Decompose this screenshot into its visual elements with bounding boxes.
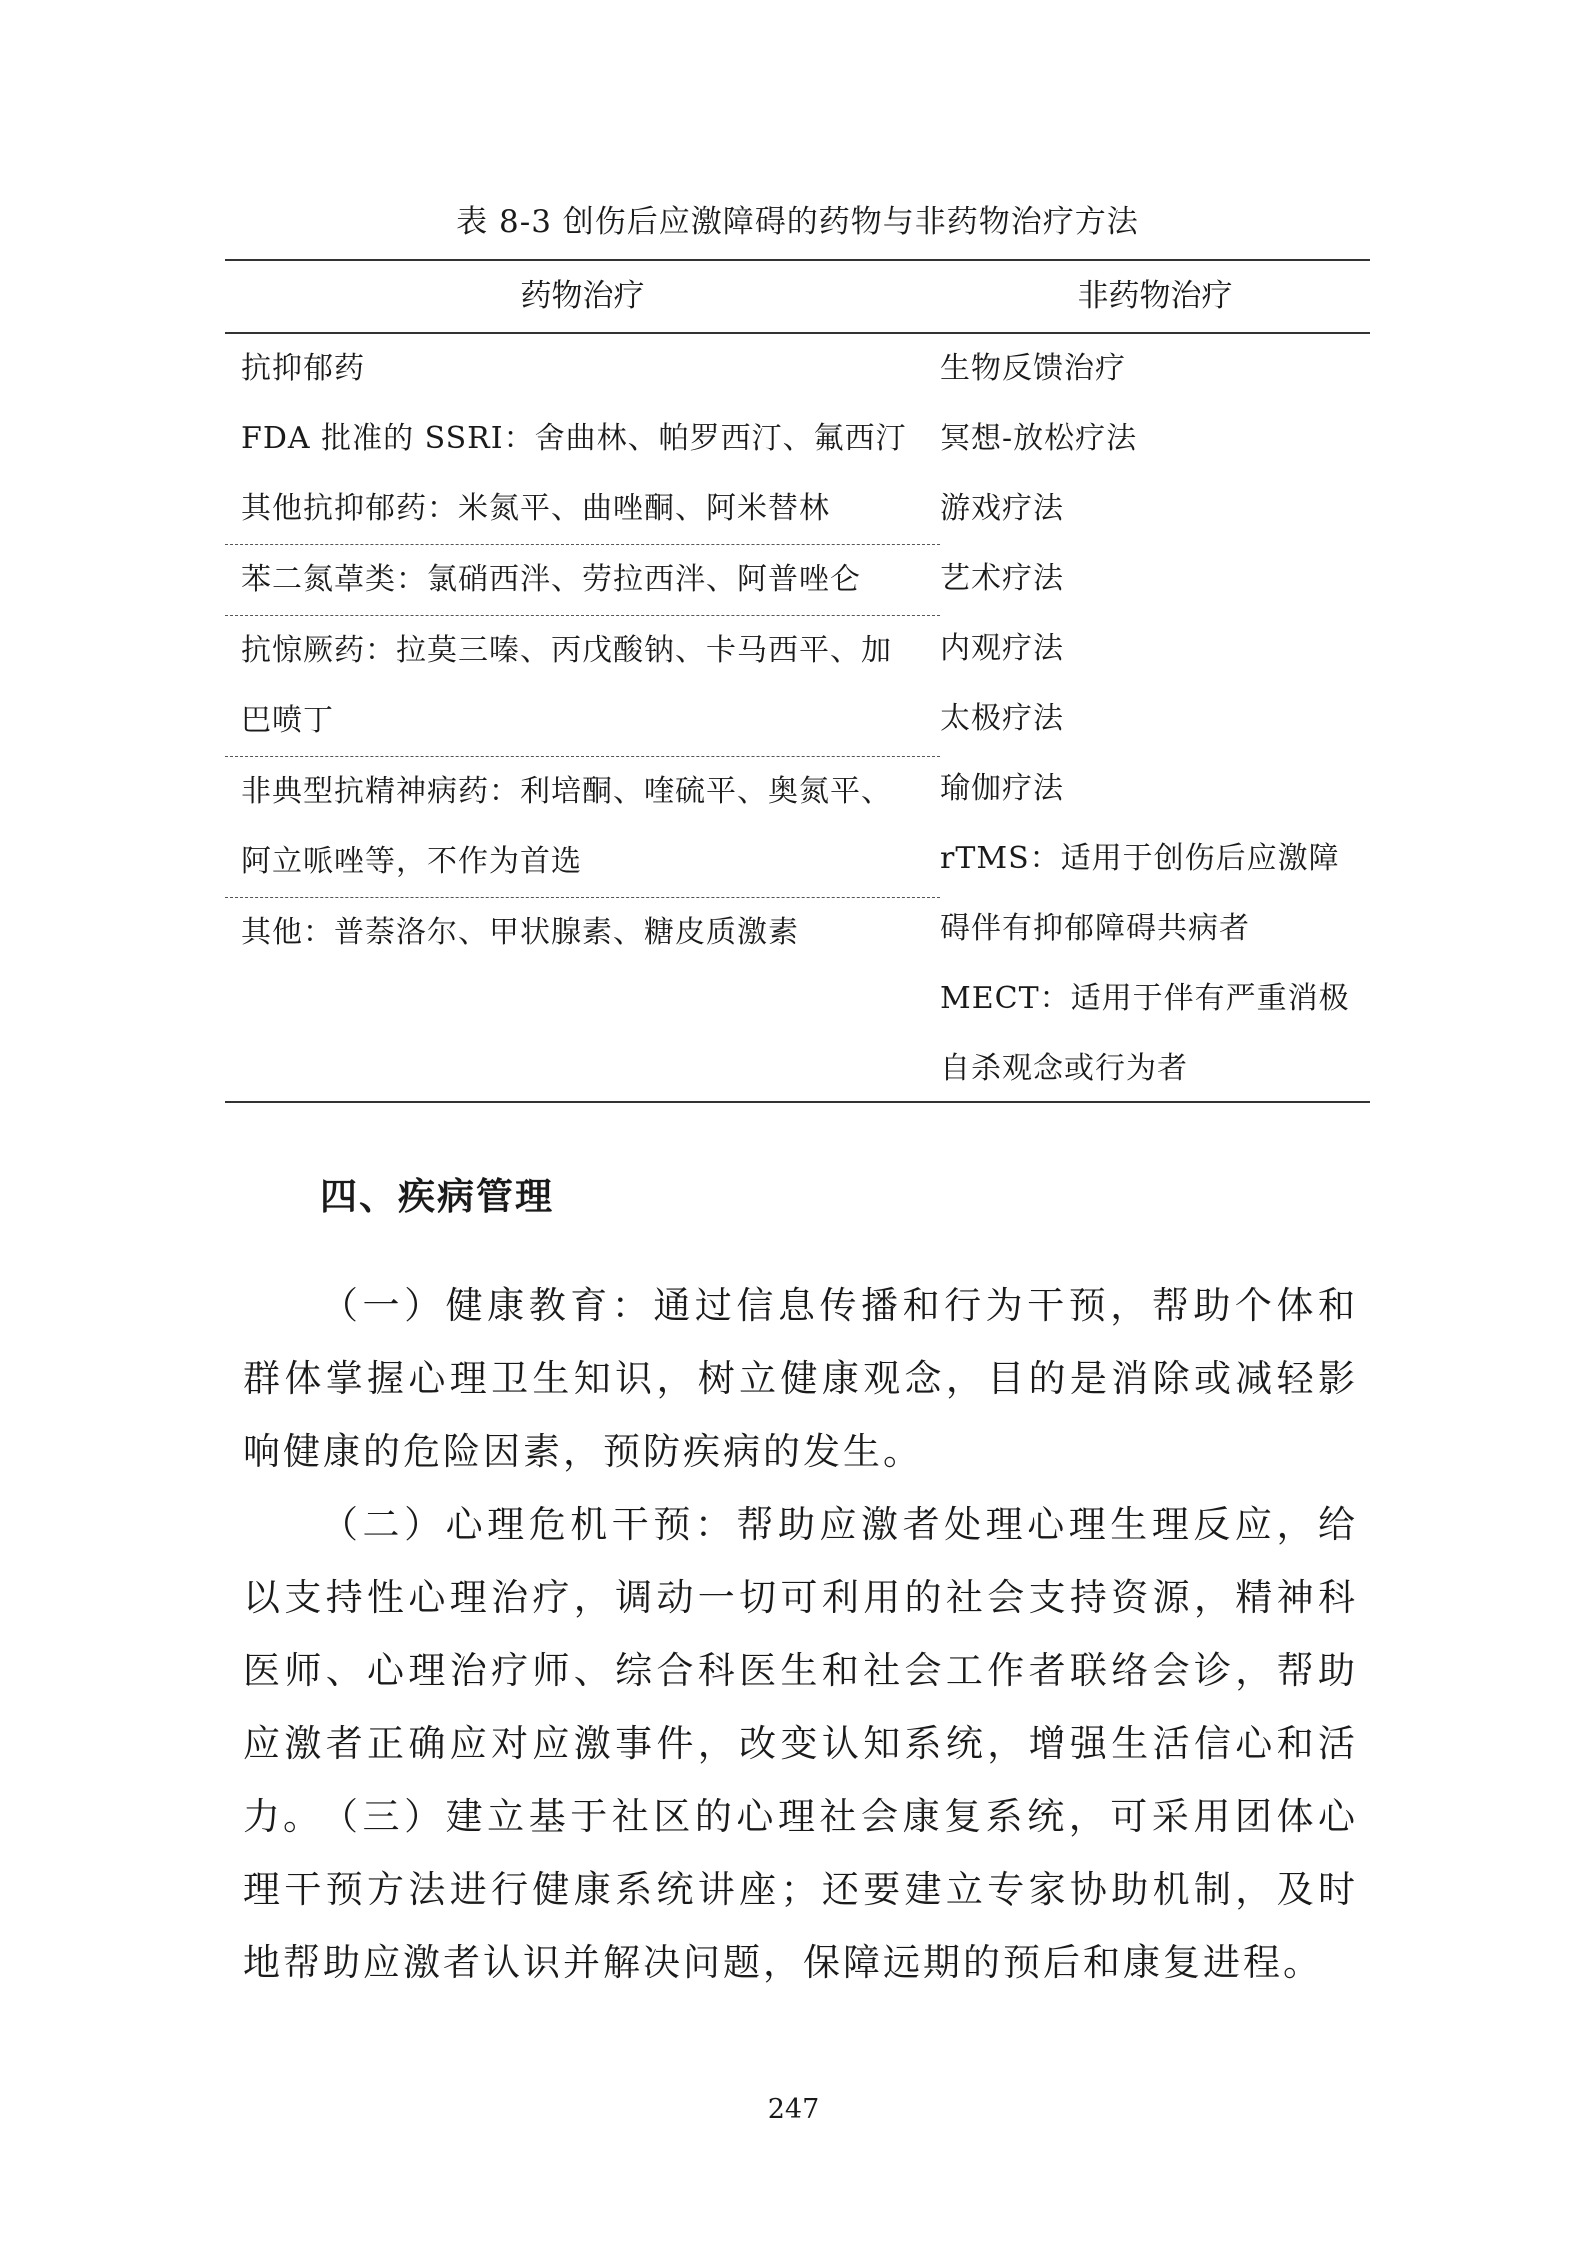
table-cell: 瑜伽疗法: [940, 771, 1064, 806]
table-cell: 游戏疗法: [940, 491, 1064, 526]
table-cell: 其他：普萘洛尔、甲状腺素、糖皮质激素: [241, 915, 799, 950]
paragraph-health-education: （一）健康教育：通过信息传播和行为干预，帮助个体和群体掌握心理卫生知识，树立健康观念，目的是消除或减轻影响健康的危险因素，预防疾病的发生。: [243, 1284, 1358, 1473]
table-cell: 非典型抗精神病药：利培酮、喹硫平、奥氮平、: [241, 774, 892, 809]
table-cell: 巴喷丁: [241, 703, 334, 738]
drug-group-antidepressants: [225, 334, 940, 545]
paragraph-community-rehabilitation: （三）建立基于社区的心理社会康复系统，可采用团体心理干预方法进行健康系统讲座；还要建立专家协助机制，及时地帮助应激者认识并解决问题，保障远期的预后和康复进程。: [243, 1795, 1358, 1984]
drug-group-other: [225, 898, 940, 968]
drug-group-antipsychotics: [225, 757, 940, 898]
table-cell: 艺术疗法: [940, 561, 1064, 596]
section-heading: 四、疾病管理: [320, 1175, 554, 1218]
table-cell: rTMS：适用于创伤后应激障: [940, 841, 1340, 876]
table-cell: 阿立哌唑等，不作为首选: [241, 844, 582, 879]
nondrug-treatment-column: [940, 334, 1370, 1104]
header-drug-treatment: 药物治疗: [520, 278, 645, 314]
table-cell: 内观疗法: [940, 631, 1064, 666]
table-cell: 碍伴有抑郁障碍共病者: [940, 911, 1250, 946]
table-cell: 抗惊厥药：拉莫三嗪、丙戊酸钠、卡马西平、加: [241, 633, 892, 668]
drug-group-benzodiazepines: [225, 545, 940, 616]
table-cell: FDA 批准的 SSRI：舍曲林、帕罗西汀、氟西汀: [241, 421, 907, 456]
table-cell: 苯二氮䓬类：氯硝西泮、劳拉西泮、阿普唑仑: [241, 562, 861, 597]
table-cell: 抗抑郁药: [241, 351, 365, 386]
table-cell: 太极疗法: [940, 701, 1064, 736]
table-caption: 表 8-3 创伤后应激障碍的药物与非药物治疗方法: [456, 204, 1139, 240]
page-number: 247: [767, 2094, 820, 2125]
table-cell: 其他抗抑郁药：米氮平、曲唑酮、阿米替林: [241, 491, 830, 526]
drug-treatment-column: [225, 334, 940, 968]
table-cell: 生物反馈治疗: [940, 351, 1126, 386]
table-header-row: [225, 261, 1370, 334]
drug-group-anticonvulsants: [225, 616, 940, 757]
treatment-table: [225, 259, 1370, 1103]
table-cell: MECT：适用于伴有严重消极: [940, 981, 1350, 1016]
table-cell: 自杀观念或行为者: [940, 1051, 1188, 1086]
table-cell: 冥想-放松疗法: [940, 421, 1138, 456]
paragraph-crisis-intervention: （二）心理危机干预：帮助应激者处理心理生理反应，给以支持性心理治疗，调动一切可利用的社会支持资源，精神科医师、心理治疗师、综合科医生和社会工作者联络会诊，帮助应激者正确应对应激事件，改变认知系统，增强生活信心和活力。: [243, 1503, 1358, 1838]
header-nondrug-treatment: 非药物治疗: [1077, 278, 1233, 314]
